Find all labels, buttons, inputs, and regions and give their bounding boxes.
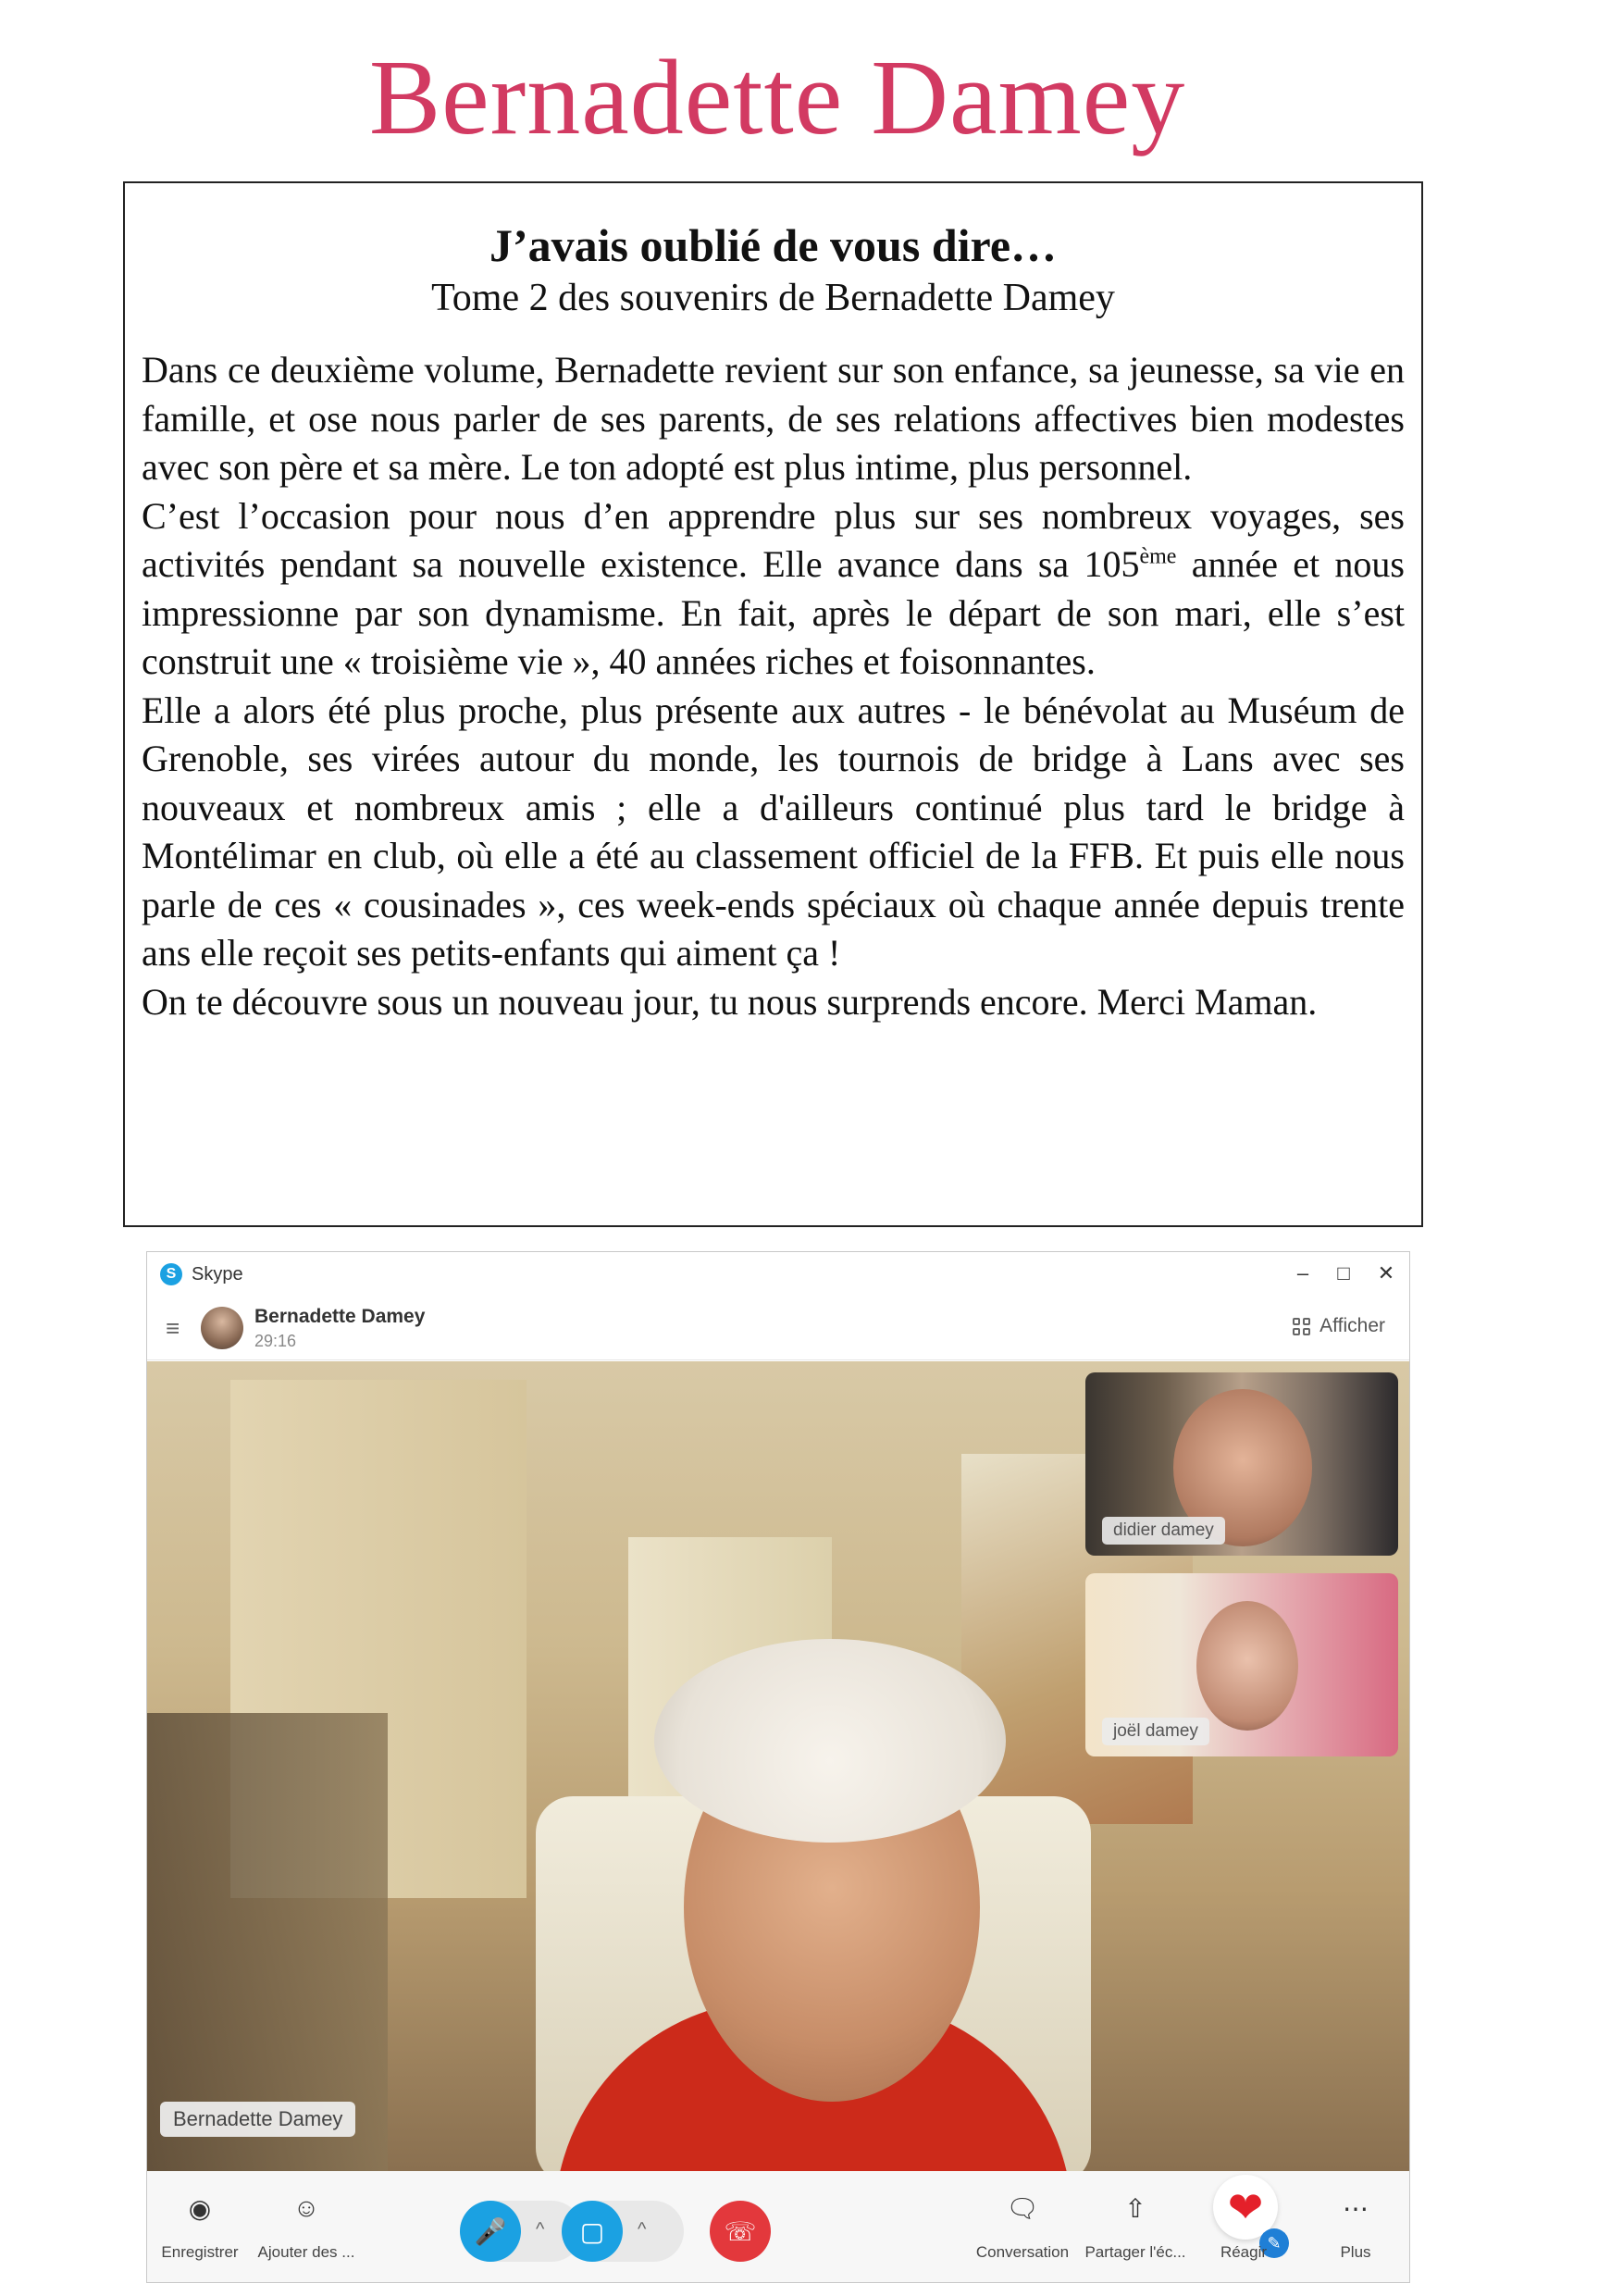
share-screen-button[interactable]: ⇧ Partager l'éc...	[1080, 2190, 1191, 2262]
camera-options-chevron-icon[interactable]: ^	[638, 2219, 647, 2240]
more-button[interactable]: ⋯ Plus	[1319, 2190, 1393, 2262]
caller-info	[254, 1306, 425, 1351]
record-icon: ◉	[188, 2193, 212, 2223]
call-controls	[147, 2171, 1409, 2282]
afficher-button[interactable]	[1293, 1315, 1385, 1337]
conversation-button[interactable]: 🗨 Conversation	[967, 2190, 1078, 2262]
more-dots-icon: ⋯	[1343, 2193, 1369, 2223]
call-header	[147, 1297, 1409, 1360]
book-subtitle: Tome 2 des souvenirs de Bernadette Damey	[431, 277, 1115, 319]
hang-up-button[interactable]	[710, 2201, 771, 2262]
react-button[interactable]: Réagir	[1220, 2243, 1268, 2261]
call-duration: 29:16	[254, 1331, 297, 1350]
superscript-eme: ème	[1139, 544, 1177, 569]
paragraph-2	[142, 492, 1405, 687]
main-participant-name: Bernadette Damey	[160, 2102, 355, 2137]
add-person-icon: ☺	[292, 2193, 320, 2222]
minimize-icon[interactable]: –	[1296, 1261, 1309, 1285]
caller-name: Bernadette Damey	[254, 1305, 426, 1327]
share-screen-icon: ⇧	[1124, 2193, 1146, 2223]
grid-view-icon	[1293, 1318, 1310, 1335]
heart-icon[interactable]: ❤	[1213, 2175, 1278, 2240]
maximize-icon[interactable]: □	[1337, 1261, 1350, 1285]
phone-hangup-icon: ☏	[724, 2216, 757, 2246]
camera-button[interactable]	[562, 2201, 623, 2262]
skype-window	[146, 1251, 1410, 2283]
afficher-label: Afficher	[1319, 1315, 1385, 1336]
app-title: Skype	[192, 1263, 243, 1285]
paragraph-4: On te découvre sous un nouveau jour, tu nous surprends encore. Merci Maman.	[142, 980, 1318, 1023]
paragraph-2-part-a: C’est l’occasion pour nous d’en apprendre plus sur ses nombreux voyages, ses activités pendant sa nouvelle existence. Elle avance dans sa 105	[142, 494, 1405, 585]
paragraph-1: Dans ce deuxième volume, Bernadette revient sur son enfance, sa jeunesse, sa vie en famille, et ose nous parler de ses parents, de ses relations affectives bien modestes avec son père et sa mère. Le ton adopté est plus intime, plus personnel.	[142, 349, 1405, 488]
close-icon[interactable]: ✕	[1377, 1261, 1395, 1285]
record-button[interactable]: ◉ Enregistrer	[158, 2190, 242, 2262]
microphone-button[interactable]	[460, 2201, 521, 2262]
participant-face	[1196, 1601, 1298, 1731]
participant-name: joël damey	[1102, 1718, 1209, 1745]
participant-name: didier damey	[1102, 1517, 1225, 1545]
microphone-icon: 🎤	[474, 2216, 507, 2246]
pen-icon[interactable]: ✎	[1259, 2228, 1289, 2258]
mic-options-chevron-icon[interactable]: ^	[536, 2219, 545, 2240]
video-camera-icon: ▢	[579, 2216, 605, 2246]
participant-tile-didier[interactable]	[1085, 1372, 1398, 1556]
book-description-box	[123, 181, 1423, 1227]
skype-logo-icon: S	[160, 1263, 182, 1285]
participant-tile-joel[interactable]	[1085, 1573, 1398, 1756]
avatar[interactable]	[201, 1307, 243, 1349]
page-title: Bernadette Damey	[368, 39, 1186, 157]
chat-bubble-icon: 🗨	[1006, 2193, 1039, 2223]
title-bar	[147, 1252, 1409, 1297]
video-person-hair	[654, 1639, 1006, 1843]
book-title: J’avais oublié de vous dire…	[489, 219, 1058, 271]
menu-icon[interactable]: ≡	[166, 1313, 180, 1342]
paragraph-3: Elle a alors été plus proche, plus présente aux autres - le bénévolat au Muséum de Grenoble, ses virées autour du monde, les tournois de bridge à Lans avec ses nouveaux et nombreux amis ; elle a d'ailleurs continué plus tard le bridge à Montélimar en club, où elle a été au classement officiel de la FFB. Et puis elle nous parle de ces « cousinades », ces week-ends spéciaux où chaque année depuis trente ans elle reçoit ses petits-enfants qui aiment ça !	[142, 689, 1405, 974]
add-people-button[interactable]: ☺ Ajouter des ...	[251, 2190, 362, 2262]
paragraph-2-part-b: année et nous impressionne par son dynamisme. En fait, après le départ de son mari, elle s’est construit une « troisième vie », 40 années riches et foisonnantes.	[142, 543, 1405, 682]
main-video	[147, 1361, 1409, 2171]
